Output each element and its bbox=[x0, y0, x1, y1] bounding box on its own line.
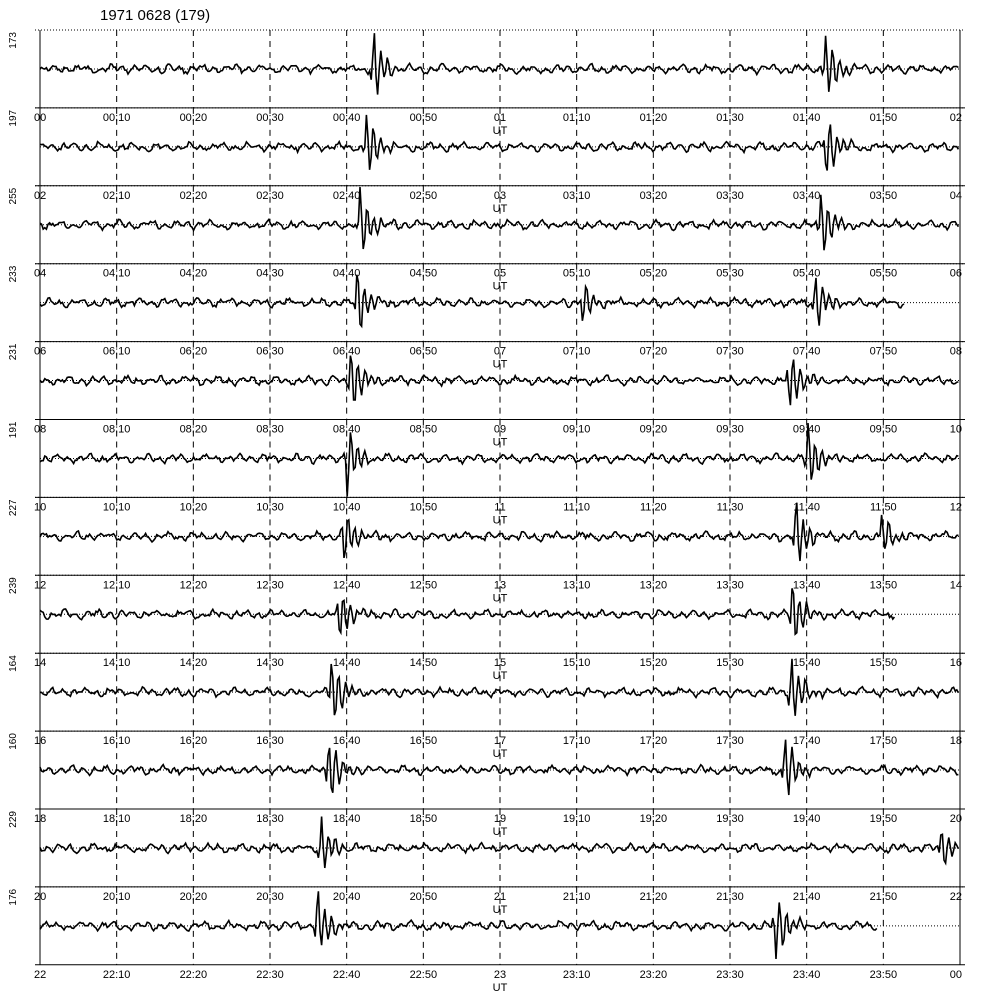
tick-label: 21 bbox=[493, 890, 507, 903]
tick-label: 21:40 bbox=[792, 890, 821, 903]
tick-label: 10 bbox=[34, 501, 47, 514]
tick-label: 07 bbox=[493, 345, 507, 358]
trace-row bbox=[8, 809, 965, 916]
tick-label: 06:20 bbox=[179, 345, 208, 358]
tick-label: 17:30 bbox=[716, 735, 744, 748]
tick-label: 07:40 bbox=[792, 345, 821, 358]
tick-label: 07:50 bbox=[869, 345, 898, 358]
tick-label: 20:40 bbox=[332, 890, 361, 903]
tick-label: 18 bbox=[34, 813, 47, 825]
tick-label: 22:30 bbox=[256, 968, 284, 981]
ut-label: UT bbox=[492, 514, 508, 527]
tick-label: 17:10 bbox=[562, 735, 591, 748]
tick-label: 16 bbox=[34, 735, 47, 748]
tick-label: 01:50 bbox=[869, 111, 898, 124]
tick-label: 04 bbox=[34, 267, 47, 280]
tick-label: 13:10 bbox=[562, 579, 591, 592]
tick-label: 18:20 bbox=[179, 813, 208, 825]
tick-label: 04:10 bbox=[102, 267, 131, 280]
tick-label: 00:10 bbox=[102, 111, 131, 124]
tick-label: 03:20 bbox=[639, 189, 668, 202]
tick-label: 11:30 bbox=[716, 501, 744, 514]
tick-label: 17:20 bbox=[639, 735, 668, 748]
trace-row bbox=[8, 887, 965, 994]
tick-label: 07:20 bbox=[639, 345, 668, 358]
trace-row bbox=[8, 497, 965, 604]
tick-label: 00:20 bbox=[179, 111, 208, 124]
tick-label: 08:20 bbox=[179, 423, 208, 436]
tick-label: 23:30 bbox=[716, 968, 744, 981]
tick-label: 02:20 bbox=[179, 189, 208, 202]
tick-label: 18:10 bbox=[102, 813, 131, 825]
tick-label: 09:10 bbox=[562, 423, 591, 436]
trace-row bbox=[8, 653, 965, 760]
tick-label: 21:10 bbox=[562, 890, 591, 903]
tick-label: 00:50 bbox=[409, 111, 438, 124]
tick-label: 18:50 bbox=[409, 813, 438, 825]
tick-label: 16:20 bbox=[179, 735, 208, 748]
ut-label: UT bbox=[492, 670, 508, 683]
tick-label: 10:30 bbox=[256, 501, 284, 514]
tick-label: 02:50 bbox=[409, 189, 438, 202]
tick-label: 16:40 bbox=[332, 735, 361, 748]
tick-label: 01:20 bbox=[639, 111, 668, 124]
tick-label: 23:20 bbox=[639, 968, 668, 981]
tick-label: 22 bbox=[34, 968, 47, 981]
tick-label: 09:40 bbox=[792, 423, 821, 436]
tick-label: 18:40 bbox=[332, 813, 361, 825]
tick-label: 22:50 bbox=[409, 968, 438, 981]
tick-label: 20 bbox=[949, 813, 962, 825]
tick-label: 04:20 bbox=[179, 267, 208, 280]
tick-label: 08 bbox=[949, 345, 962, 358]
tick-label: 13:30 bbox=[716, 579, 744, 592]
tick-label: 19:50 bbox=[869, 813, 898, 825]
trace-row bbox=[8, 731, 965, 838]
tick-label: 09:50 bbox=[869, 423, 898, 436]
seismic-trace bbox=[40, 33, 958, 94]
tick-label: 07:10 bbox=[562, 345, 591, 358]
tick-label: 10 bbox=[949, 423, 962, 436]
tick-label: 12:10 bbox=[102, 579, 131, 592]
tick-label: 17 bbox=[493, 735, 507, 748]
tick-label: 02:30 bbox=[256, 189, 284, 202]
tick-label: 06:10 bbox=[102, 345, 131, 358]
ut-label: UT bbox=[492, 280, 508, 293]
ut-label: UT bbox=[492, 202, 508, 215]
scale-label: 197 bbox=[8, 109, 19, 127]
tick-label: 08:50 bbox=[409, 423, 438, 436]
tick-label: 21:30 bbox=[716, 890, 744, 903]
scale-label: 227 bbox=[8, 499, 19, 517]
tick-label: 19 bbox=[493, 813, 507, 825]
tick-label: 10:20 bbox=[179, 501, 208, 514]
ut-label: UT bbox=[492, 826, 508, 838]
tick-label: 02 bbox=[949, 111, 962, 124]
trace-row bbox=[8, 420, 965, 527]
tick-label: 20 bbox=[34, 890, 47, 903]
scale-label: 164 bbox=[8, 655, 19, 672]
tick-label: 04:30 bbox=[256, 267, 284, 280]
tick-label: 12 bbox=[34, 579, 47, 592]
tick-label: 14:40 bbox=[332, 657, 361, 670]
tick-label: 05:20 bbox=[639, 267, 668, 280]
tick-label: 05:50 bbox=[869, 267, 898, 280]
tick-label: 03:30 bbox=[716, 189, 744, 202]
tick-label: 20:30 bbox=[256, 890, 284, 903]
tick-label: 21:20 bbox=[639, 890, 668, 903]
scale-label: 229 bbox=[8, 811, 19, 828]
tick-label: 05:40 bbox=[792, 267, 821, 280]
tick-label: 11:20 bbox=[639, 501, 667, 514]
tick-label: 08 bbox=[34, 423, 47, 436]
tick-label: 06 bbox=[34, 345, 47, 358]
tick-label: 23 bbox=[493, 968, 507, 981]
tick-label: 17:50 bbox=[869, 735, 898, 748]
seismic-trace bbox=[40, 588, 894, 634]
seismic-trace bbox=[40, 275, 904, 326]
tick-label: 08:30 bbox=[256, 423, 284, 436]
tick-label: 03 bbox=[493, 189, 507, 202]
tick-label: 01:30 bbox=[716, 111, 744, 124]
tick-label: 14:20 bbox=[179, 657, 208, 670]
ut-label: UT bbox=[492, 436, 508, 449]
tick-label: 05:10 bbox=[562, 267, 591, 280]
tick-label: 17:40 bbox=[792, 735, 821, 748]
tick-label: 08:10 bbox=[102, 423, 131, 436]
tick-label: 06:50 bbox=[409, 345, 438, 358]
ut-label: UT bbox=[492, 124, 508, 137]
ut-label: UT bbox=[492, 748, 508, 761]
seismogram-rows bbox=[8, 30, 965, 994]
trace-row bbox=[8, 264, 965, 371]
tick-label: 11:40 bbox=[793, 501, 821, 514]
scale-label: 160 bbox=[8, 733, 19, 750]
tick-label: 08:40 bbox=[332, 423, 361, 436]
tick-label: 20:10 bbox=[102, 890, 131, 903]
tick-label: 23:10 bbox=[562, 968, 591, 981]
tick-label: 05 bbox=[493, 267, 507, 280]
scale-label: 173 bbox=[8, 32, 19, 49]
tick-label: 01:40 bbox=[792, 111, 821, 124]
tick-label: 15:10 bbox=[562, 657, 591, 670]
tick-label: 02 bbox=[34, 189, 47, 202]
ut-label: UT bbox=[492, 358, 508, 371]
tick-label: 19:40 bbox=[792, 813, 821, 825]
tick-label: 04 bbox=[949, 189, 962, 202]
tick-label: 00:30 bbox=[256, 111, 284, 124]
ut-label: UT bbox=[492, 981, 508, 994]
tick-label: 02:10 bbox=[102, 189, 131, 202]
tick-label: 10:50 bbox=[409, 501, 438, 514]
tick-label: 16:30 bbox=[256, 735, 284, 748]
tick-label: 19:10 bbox=[562, 813, 591, 825]
tick-label: 21:50 bbox=[869, 890, 898, 903]
tick-label: 00:40 bbox=[332, 111, 361, 124]
tick-label: 07:30 bbox=[716, 345, 744, 358]
tick-label: 13:40 bbox=[792, 579, 821, 592]
tick-label: 14:50 bbox=[409, 657, 438, 670]
scale-label: 191 bbox=[8, 421, 19, 439]
tick-label: 15 bbox=[493, 657, 507, 670]
tick-label: 22 bbox=[949, 890, 962, 903]
tick-label: 11 bbox=[494, 501, 506, 514]
tick-label: 20:50 bbox=[409, 890, 438, 903]
tick-label: 14 bbox=[34, 657, 47, 670]
ut-label: UT bbox=[492, 903, 508, 916]
tick-label: 15:20 bbox=[639, 657, 668, 670]
trace-row bbox=[8, 30, 965, 137]
tick-label: 15:50 bbox=[869, 657, 898, 670]
tick-label: 14:30 bbox=[256, 657, 284, 670]
tick-label: 05:30 bbox=[716, 267, 744, 280]
tick-label: 12:40 bbox=[332, 579, 361, 592]
tick-label: 06:30 bbox=[256, 345, 284, 358]
tick-label: 13:50 bbox=[869, 579, 898, 592]
tick-label: 09 bbox=[493, 423, 507, 436]
tick-label: 02:40 bbox=[332, 189, 361, 202]
tick-label: 14 bbox=[949, 579, 962, 592]
tick-label: 10:40 bbox=[332, 501, 361, 514]
ut-label: UT bbox=[492, 592, 508, 605]
tick-label: 06:40 bbox=[332, 345, 361, 358]
tick-label: 14:10 bbox=[102, 657, 131, 670]
tick-label: 16 bbox=[949, 657, 962, 670]
tick-label: 03:40 bbox=[792, 189, 821, 202]
tick-label: 00 bbox=[34, 111, 47, 124]
tick-label: 03:50 bbox=[869, 189, 898, 202]
tick-label: 13 bbox=[493, 579, 507, 592]
tick-label: 22:10 bbox=[102, 968, 131, 981]
tick-label: 15:40 bbox=[792, 657, 821, 670]
chart-title: 1971 0628 (179) bbox=[100, 7, 211, 24]
tick-label: 11:10 bbox=[563, 501, 591, 514]
tick-label: 12:20 bbox=[179, 579, 208, 592]
tick-label: 06 bbox=[949, 267, 962, 280]
tick-label: 23:50 bbox=[869, 968, 898, 981]
tick-label: 19:30 bbox=[716, 813, 744, 825]
tick-label: 09:20 bbox=[639, 423, 668, 436]
tick-label: 11:50 bbox=[869, 501, 897, 514]
tick-label: 16:10 bbox=[102, 735, 131, 748]
tick-label: 04:40 bbox=[332, 267, 361, 280]
tick-label: 04:50 bbox=[409, 267, 438, 280]
tick-label: 10:10 bbox=[102, 501, 131, 514]
tick-label: 13:20 bbox=[639, 579, 668, 592]
scale-label: 255 bbox=[8, 187, 19, 205]
tick-label: 12 bbox=[949, 501, 962, 514]
tick-label: 15:30 bbox=[716, 657, 744, 670]
tick-label: 12:30 bbox=[256, 579, 284, 592]
tick-label: 01 bbox=[493, 111, 507, 124]
tick-label: 19:20 bbox=[639, 813, 668, 825]
scale-label: 176 bbox=[8, 888, 19, 906]
trace-row bbox=[8, 342, 965, 449]
tick-label: 01:10 bbox=[562, 111, 591, 124]
seismic-trace bbox=[40, 891, 877, 959]
tick-label: 23:40 bbox=[792, 968, 821, 981]
scale-label: 233 bbox=[8, 265, 19, 283]
tick-label: 00 bbox=[949, 968, 962, 981]
scale-label: 239 bbox=[8, 577, 19, 594]
tick-label: 09:30 bbox=[716, 423, 744, 436]
trace-row bbox=[8, 575, 965, 682]
tick-label: 22:40 bbox=[332, 968, 361, 981]
scale-label: 231 bbox=[8, 343, 19, 361]
tick-label: 22:20 bbox=[179, 968, 208, 981]
tick-label: 16:50 bbox=[409, 735, 438, 748]
tick-label: 12:50 bbox=[409, 579, 438, 592]
tick-label: 20:20 bbox=[179, 890, 208, 903]
trace-row bbox=[8, 186, 965, 293]
tick-label: 18:30 bbox=[256, 813, 284, 825]
tick-label: 03:10 bbox=[562, 189, 591, 202]
tick-label: 18 bbox=[949, 735, 962, 748]
